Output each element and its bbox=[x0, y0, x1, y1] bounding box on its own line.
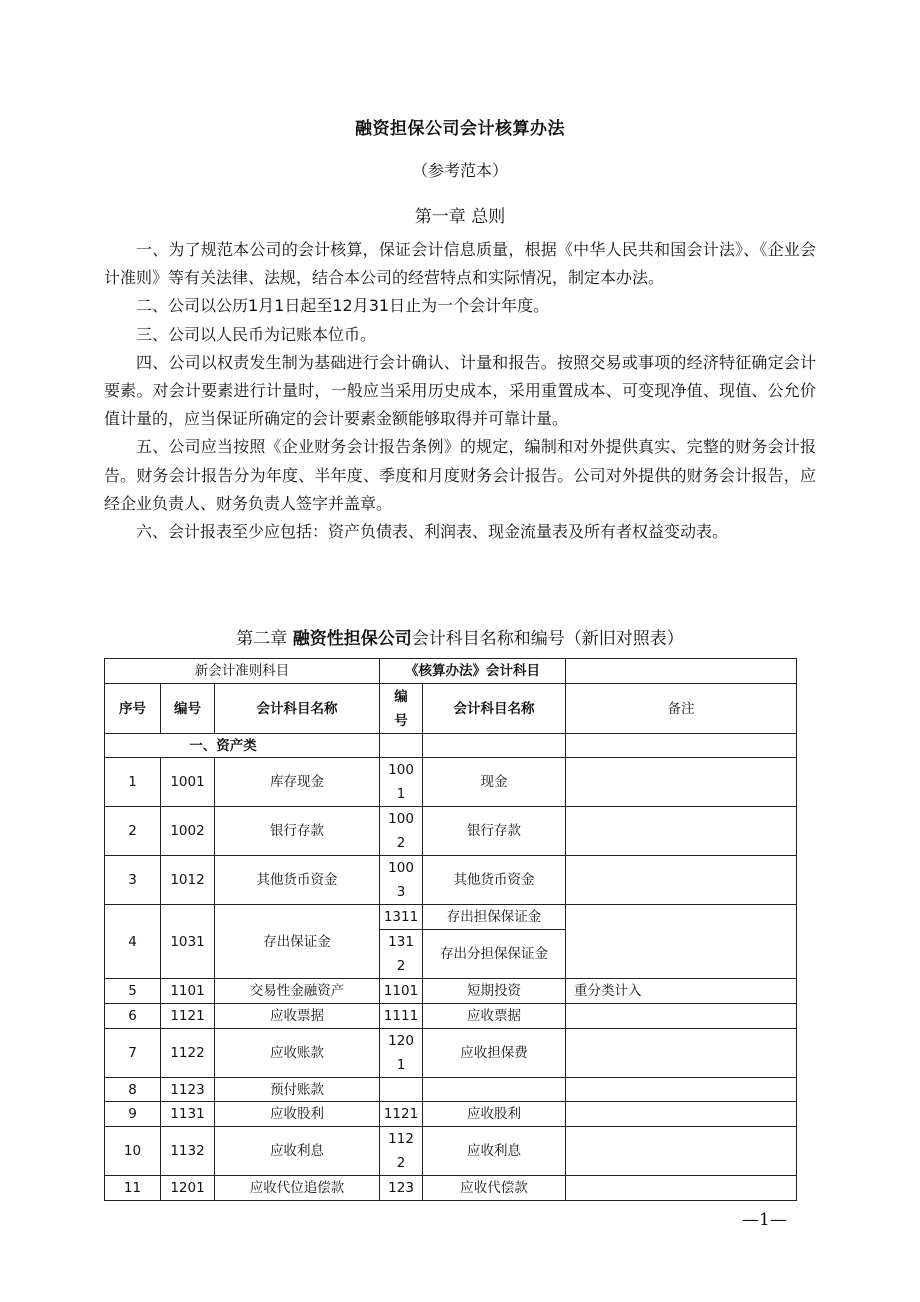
seq-cell: 1 bbox=[105, 758, 161, 807]
paragraph: 五、公司应当按照《企业财务会计报告条例》的规定，编制和对外提供真实、完整的财务会计报告。财务会计报告分为年度、半年度、季度和月度财务会计报告。公司对外提供的财务会计报告，应经企业负责人、财务负责人签字并盖章。 bbox=[104, 437, 816, 513]
table-row bbox=[105, 807, 797, 856]
header-name: 会计科目名称 bbox=[215, 684, 380, 734]
header-old-code: 编 号 bbox=[380, 684, 423, 734]
old-name-cell bbox=[423, 1078, 566, 1102]
remark-cell bbox=[566, 905, 797, 979]
old-name-cell: 应收票据 bbox=[423, 1004, 566, 1029]
name-cell: 银行存款 bbox=[215, 807, 380, 856]
name-cell: 交易性金融资产 bbox=[215, 979, 380, 1004]
old-name-cell: 应收代偿款 bbox=[423, 1176, 566, 1201]
table-row bbox=[105, 1004, 797, 1029]
old-name-cell: 存出担保保证金 bbox=[423, 905, 566, 930]
code-cell: 1201 bbox=[161, 1176, 215, 1201]
table-row bbox=[105, 758, 797, 807]
remark-cell bbox=[566, 1176, 797, 1201]
code-cell: 1012 bbox=[161, 856, 215, 905]
code-cell: 1122 bbox=[161, 1029, 215, 1078]
remark-cell bbox=[566, 1078, 797, 1102]
name-cell: 其他货币资金 bbox=[215, 856, 380, 905]
paragraph: 一、为了规范本公司的会计核算，保证会计信息质量，根据《中华人民共和国会计法》、《企业会计准则》等有关法律、法规，结合本公司的经营特点和实际情况，制定本办法。 bbox=[104, 240, 816, 288]
seq-cell: 3 bbox=[105, 856, 161, 905]
remark-cell bbox=[566, 1127, 797, 1176]
old-code-cell: 1101 bbox=[380, 979, 423, 1004]
chapter-2-suffix: 会计科目名称和编号（新旧对照表） bbox=[411, 629, 684, 649]
code-cell: 1121 bbox=[161, 1004, 215, 1029]
code-cell: 1101 bbox=[161, 979, 215, 1004]
name-cell: 应收利息 bbox=[215, 1127, 380, 1176]
seq-cell: 10 bbox=[105, 1127, 161, 1176]
table-row bbox=[105, 1176, 797, 1201]
name-cell: 应收股利 bbox=[215, 1102, 380, 1127]
name-cell: 应收账款 bbox=[215, 1029, 380, 1078]
table-row bbox=[105, 1029, 797, 1078]
code-cell: 1002 bbox=[161, 807, 215, 856]
code-cell: 1001 bbox=[161, 758, 215, 807]
seq-cell: 8 bbox=[105, 1078, 161, 1102]
table-row bbox=[105, 1127, 797, 1176]
old-code-cell: 100 1 bbox=[380, 758, 423, 807]
seq-cell: 9 bbox=[105, 1102, 161, 1127]
chapter-2-bold: 融资性担保公司 bbox=[292, 629, 412, 649]
paragraph: 二、公司以公历1月1日起至12月31日止为一个会计年度。 bbox=[136, 296, 550, 316]
name-cell: 应收代位追偿款 bbox=[215, 1176, 380, 1201]
old-name-cell: 应收股利 bbox=[423, 1102, 566, 1127]
old-name-cell: 银行存款 bbox=[423, 807, 566, 856]
old-name-cell: 存出分担保保证金 bbox=[423, 930, 566, 979]
remark-cell bbox=[566, 1102, 797, 1127]
account-mapping-table bbox=[104, 658, 797, 1201]
section-empty-cell bbox=[380, 734, 423, 758]
paragraph: 三、公司以人民币为记账本位币。 bbox=[136, 324, 377, 344]
old-code-cell: 1121 bbox=[380, 1102, 423, 1127]
section-label: 一、资产类 bbox=[105, 734, 380, 758]
name-cell: 存出保证金 bbox=[215, 905, 380, 979]
old-name-cell: 现金 bbox=[423, 758, 566, 807]
name-cell: 应收票据 bbox=[215, 1004, 380, 1029]
table-row bbox=[105, 1102, 797, 1127]
remark-cell bbox=[566, 1029, 797, 1078]
old-name-cell: 其他货币资金 bbox=[423, 856, 566, 905]
table-row bbox=[105, 856, 797, 905]
old-code-cell: 131 2 bbox=[380, 930, 423, 979]
section-empty-cell bbox=[566, 734, 797, 758]
seq-cell: 4 bbox=[105, 905, 161, 979]
code-cell: 1132 bbox=[161, 1127, 215, 1176]
old-code-cell: 1111 bbox=[380, 1004, 423, 1029]
old-name-cell: 应收担保费 bbox=[423, 1029, 566, 1078]
table-row bbox=[105, 1078, 797, 1102]
paragraph: 六、会计报表至少应包括：资产负债表、利润表、现金流量表及所有者权益变动表。 bbox=[136, 522, 729, 542]
column-header-row bbox=[105, 684, 797, 734]
document-title: 融资担保公司会计核算办法 bbox=[355, 119, 565, 139]
chapter-2-prefix: 第二章 bbox=[236, 629, 293, 649]
seq-cell: 5 bbox=[105, 979, 161, 1004]
group-new-standard: 新会计准则科目 bbox=[105, 659, 380, 684]
remark-cell bbox=[566, 807, 797, 856]
group-empty-cell bbox=[566, 659, 797, 684]
code-cell: 1031 bbox=[161, 905, 215, 979]
old-code-cell: 120 1 bbox=[380, 1029, 423, 1078]
section-row bbox=[105, 734, 797, 758]
table-row bbox=[105, 905, 797, 930]
chapter-1-heading: 第一章 总则 bbox=[414, 207, 506, 227]
old-code-cell bbox=[380, 1078, 423, 1102]
seq-cell: 7 bbox=[105, 1029, 161, 1078]
old-code-cell: 1311 bbox=[380, 905, 423, 930]
page-number: —1— bbox=[742, 1210, 787, 1230]
header-old-name: 会计科目名称 bbox=[423, 684, 566, 734]
remark-cell bbox=[566, 856, 797, 905]
old-code-cell: 123 bbox=[380, 1176, 423, 1201]
paragraph: 四、公司以权责发生制为基础进行会计确认、计量和报告。按照交易或事项的经济特征确定会计要素。对会计要素进行计量时，一般应当采用历史成本，采用重置成本、可变现净值、现值、公允价值计量的，应当保证所确定的会计要素金额能够取得并可靠计量。 bbox=[104, 352, 816, 429]
group-old-method: 《核算办法》会计科目 bbox=[380, 659, 566, 684]
header-seq: 序号 bbox=[105, 684, 161, 734]
document-subtitle: （参考范本） bbox=[411, 161, 508, 180]
code-cell: 1123 bbox=[161, 1078, 215, 1102]
group-header-row bbox=[105, 659, 797, 684]
remark-cell bbox=[566, 1004, 797, 1029]
old-name-cell: 应收利息 bbox=[423, 1127, 566, 1176]
header-code: 编号 bbox=[161, 684, 215, 734]
remark-cell bbox=[566, 758, 797, 807]
old-name-cell: 短期投资 bbox=[423, 979, 566, 1004]
table-row bbox=[105, 979, 797, 1004]
seq-cell: 11 bbox=[105, 1176, 161, 1201]
old-code-cell: 112 2 bbox=[380, 1127, 423, 1176]
header-remark: 备注 bbox=[566, 684, 797, 734]
seq-cell: 6 bbox=[105, 1004, 161, 1029]
chapter-2-heading bbox=[0, 624, 920, 649]
name-cell: 库存现金 bbox=[215, 758, 380, 807]
seq-cell: 2 bbox=[105, 807, 161, 856]
old-code-cell: 100 3 bbox=[380, 856, 423, 905]
old-code-cell: 100 2 bbox=[380, 807, 423, 856]
code-cell: 1131 bbox=[161, 1102, 215, 1127]
section-empty-cell bbox=[423, 734, 566, 758]
chapter-1-body bbox=[104, 236, 816, 546]
name-cell: 预付账款 bbox=[215, 1078, 380, 1102]
remark-cell: 重分类计入 bbox=[566, 979, 797, 1004]
